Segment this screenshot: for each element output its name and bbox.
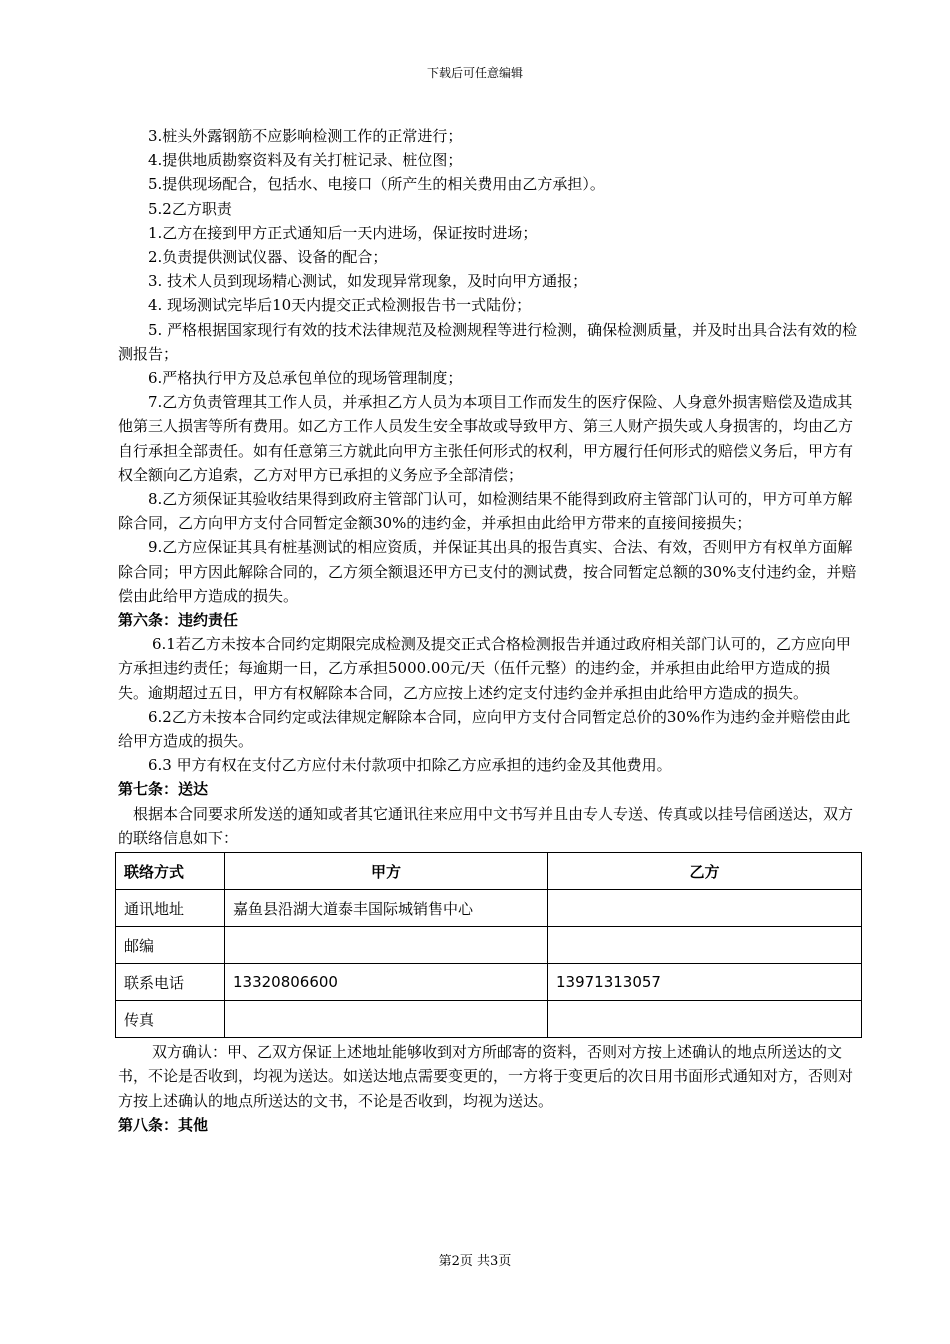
paragraph: 4.提供地质勘察资料及有关打桩记录、桩位图； bbox=[148, 151, 463, 170]
page-footer: 第2页 共3页 bbox=[438, 1254, 512, 1269]
paragraph: 2.负责提供测试仪器、设备的配合； bbox=[148, 248, 388, 267]
table-header-row bbox=[116, 853, 862, 890]
page-header: 下载后可任意编辑 bbox=[426, 66, 523, 80]
article-7-heading: 第七条：送达 bbox=[118, 780, 209, 799]
article-8-heading: 第八条：其他 bbox=[118, 1115, 209, 1134]
paragraph: 3.桩头外露钢筋不应影响检测工作的正常进行； bbox=[148, 127, 463, 145]
paragraph: 6.2乙方未按本合同约定或法律规定解除本合同，应向甲方支付合同暂定总价的30%作为违约金并赔偿由此给甲方造成的损失。 bbox=[118, 707, 851, 751]
party-a-value bbox=[225, 1001, 548, 1038]
paragraph: 6.3 甲方有权在支付乙方应付未付款项中扣除乙方应承担的违约金及其他费用。 bbox=[148, 756, 672, 775]
table-header-cell: 联络方式 bbox=[116, 853, 225, 890]
breach-clauses bbox=[118, 632, 860, 777]
party-b-value bbox=[548, 1001, 862, 1038]
paragraph: 3. 技术人员到现场精心测试，如发现异常现象，及时向甲方通报； bbox=[148, 272, 588, 291]
paragraph: 5.提供现场配合，包括水、电接口（所产生的相关费用由乙方承担）。 bbox=[148, 175, 605, 194]
article-6-heading: 第六条：违约责任 bbox=[118, 611, 239, 630]
table-header-cell: 甲方 bbox=[225, 853, 548, 890]
party-b-value bbox=[548, 927, 862, 964]
paragraph: 9.乙方应保证其具有桩基测试的相应资质，并保证其出具的报告真实、合法、有效，否则甲方有权单方面解除合同；甲方因此解除合同的，乙方须全额退还甲方已支付的测试费，按合同暂定总额的30%支付违约金，并赔偿由此给甲方造成的损失。 bbox=[118, 538, 857, 605]
document-body bbox=[118, 124, 860, 1137]
paragraph: 8.乙方须保证其验收结果得到政府主管部门认可，如检测结果不能得到政府主管部门认可的，甲方可单方解除合同，乙方向甲方支付合同暂定金额30%的违约金，并承担由此给甲方带来的直接间接损失； bbox=[118, 490, 853, 533]
row-label: 通讯地址 bbox=[116, 890, 225, 927]
delivery-intro: 根据本合同要求所发送的通知或者其它通讯往来应用中文书写并且由专人专送、传真或以挂号信函送达，双方的联络信息如下： bbox=[118, 804, 854, 847]
contact-table bbox=[115, 852, 862, 1038]
paragraph: 5.2乙方职责 bbox=[148, 199, 232, 218]
table-header-cell: 乙方 bbox=[548, 853, 862, 890]
row-label: 传真 bbox=[116, 1001, 225, 1038]
paragraph: 5. 严格根据国家现行有效的技术法律规范及检测规程等进行检测，确保检测质量，并及时出具合法有效的检测报告； bbox=[118, 320, 858, 363]
paragraph: 1.乙方在接到甲方正式通知后一天内进场，保证按时进场； bbox=[148, 223, 538, 242]
party-a-value bbox=[225, 927, 548, 964]
party-a-value: 13320806600 bbox=[225, 964, 548, 1001]
table-row bbox=[116, 890, 862, 927]
paragraph: 6.1若乙方未按本合同约定期限完成检测及提交正式合格检测报告并通过政府相关部门认可的，乙方应向甲方承担违约责任；每逾期一日，乙方承担5000.00元/天（伍仟元整）的违约金，并承担由此给甲方造成的损失。逾期超过五日，甲方有权解除本合同，乙方应按上述约定支付违约金并承担由此给甲方造成的损失。 bbox=[118, 635, 851, 702]
paragraph: 4. 现场测试完毕后10天内提交正式检测报告书一式陆份； bbox=[148, 296, 532, 315]
paragraph: 7.乙方负责管理其工作人员，并承担乙方人员为本项目工作而发生的医疗保险、人身意外损害赔偿及造成其他第三人损害等所有费用。如乙方工作人员发生安全事故或导致甲方、第三人财产损失或人身损害的，均由乙方自行承担全部责任。如有任意第三方就此向甲方主张任何形式的权利，甲方履行任何形式的赔偿义务后，甲方有权全额向乙方追索，乙方对甲方已承担的义务应予全部清偿； bbox=[118, 393, 854, 484]
row-label: 邮编 bbox=[116, 927, 225, 964]
responsibility-clauses bbox=[118, 124, 860, 608]
paragraph: 6.严格执行甲方及总承包单位的现场管理制度； bbox=[148, 369, 463, 388]
party-b-value: 13971313057 bbox=[548, 964, 862, 1001]
party-b-value bbox=[548, 890, 862, 927]
delivery-confirmation: 双方确认：甲、乙双方保证上述地址能够收到对方所邮寄的资料，否则对方按上述确认的地点所送达的文书，不论是否收到，均视为送达。如送达地点需要变更的，一方将于变更后的次日用书面形式通知对方，否则对方按上述确认的地点所送达的文书，不论是否收到，均视为送达。 bbox=[118, 1043, 854, 1110]
table-row bbox=[116, 964, 862, 1001]
party-a-value: 嘉鱼县沿湖大道泰丰国际城销售中心 bbox=[225, 890, 548, 927]
row-label: 联系电话 bbox=[116, 964, 225, 1001]
table-row bbox=[116, 1001, 862, 1038]
table-row bbox=[116, 927, 862, 964]
